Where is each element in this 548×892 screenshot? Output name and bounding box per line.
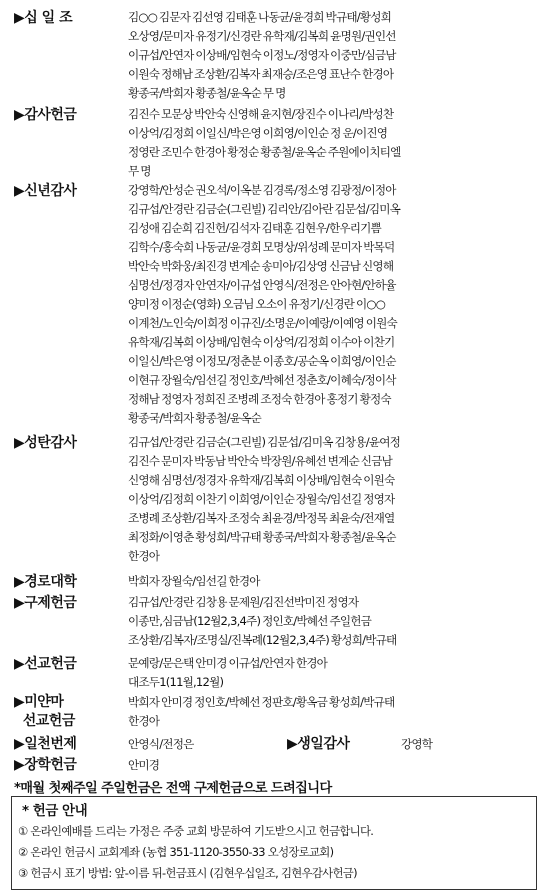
- name-list: [128, 105, 544, 181]
- name-line: 강영학/안성순 권오석/이옥분 김경록/정소영 김광정/이정아: [128, 183, 396, 197]
- name-line: 황종국/박희자 황종철/윤옥순: [128, 411, 261, 425]
- name-line: 문예랑/문은택 안미경 이규섭/안연자 한경아: [128, 656, 328, 670]
- name-line: 김규섭/안경란 김금순(그린빌) 김리안/김아란 김문섭/김미옥: [128, 202, 401, 216]
- section-label: ▶선교헌금: [14, 656, 77, 672]
- section-label: ▶경로대학: [14, 574, 77, 590]
- name-list: [128, 593, 544, 650]
- name-line: 무 명: [128, 164, 151, 178]
- name-line: 대조두1(11월,12월): [128, 675, 224, 689]
- name-line: 신영해 심명선/정경자 유학재/김복희 이상배/임현숙 이원숙: [128, 473, 395, 487]
- name-line: 안미경: [128, 758, 160, 772]
- section-label-thousand-offering: ▶일천번제: [14, 736, 77, 752]
- name-line: 이계천/노인숙/이희정 이규진/소명운/이예랑/이예영 이원숙: [128, 316, 397, 330]
- name-line: 심명선/정경자 안연자/이규섭 안영식/전정은 안아현/안하율: [128, 278, 396, 292]
- guide-line: ② 온라인 헌금시 교회계좌 (농협 351-1120-3550-33 오성장로교회): [18, 845, 334, 859]
- name-line: 정영란 조민수 한경아 황정순 황종철/윤옥순 주원에이치티엘: [128, 145, 401, 159]
- name-line: 이일신/박은영 이정모/정춘분 이종호/공순옥 이희영/이인순: [128, 354, 396, 368]
- guide-title: * 헌금 안내: [22, 803, 88, 819]
- name-line: 이규섭/안연자 이상배/임현숙 이정노/정영자 이중만/심금남: [128, 48, 396, 62]
- name-line: 이현규 장월숙/임선길 정인호/박혜선 정춘호/이혜숙/정이삭: [128, 373, 396, 387]
- name-line: 한경아: [128, 549, 160, 563]
- name-list: [128, 8, 544, 103]
- name-line: 김진수 모문상 박안숙 신영해 윤지현/장진수 이나리/박성찬: [128, 107, 394, 121]
- section-label: ▶감사헌금: [14, 107, 77, 123]
- name-line: 김학수/홍숙희 나동균/윤경희 모명상/위성례 문미자 박목덕: [128, 240, 395, 254]
- section-label: ▶구제헌금: [14, 595, 77, 611]
- name-line: 박희자 장월숙/임선길 한경아: [128, 574, 260, 588]
- section-label-birthday-thanks: ▶생일감사: [287, 736, 350, 752]
- section-scholarship: [0, 754, 548, 776]
- name-list: [128, 181, 544, 428]
- guide-line: ① 온라인예배를 드리는 가정은 주중 교회 방문하여 기도받으시고 헌금합니다.: [18, 824, 374, 838]
- guide-line: ③ 헌금시 표기 방법: 앞-이름 뒤-헌금표시 (김현우십일조, 김현우감사헌금): [18, 866, 357, 880]
- name-line: 김진수 문미자 박동남 박안숙 박장원/유혜선 변계순 신금남: [128, 454, 393, 468]
- inline-row: [0, 733, 548, 755]
- name-line: 안영식/전정은: [128, 737, 194, 751]
- section-label: ▶성탄감사: [14, 435, 77, 451]
- name-line: 이상억/김정희 이찬기 이희영/이인순 장월숙/임선길 정영자: [128, 492, 395, 506]
- name-line: 조병례 조상환/김복자 조정숙 최윤경/박정목 최윤숙/전재열: [128, 511, 395, 525]
- offering-guide-box: [11, 796, 537, 890]
- name-line: 이종만,심금남(12월2,3,4주) 정인호/박혜선 주일헌금: [128, 614, 372, 628]
- name-line: 김규섭/안경란 김창용 문제원/김진선박미진 정영자: [128, 595, 359, 609]
- name-line: 양미정 이정순(영화) 오금님 오소이 유정기/신경란 이○○: [128, 297, 386, 311]
- section-label: ▶십 일 조: [14, 10, 73, 26]
- monthly-notice: *매월 첫째주일 주일헌금은 전액 구제헌금으로 드려집니다: [14, 781, 332, 796]
- name-line: 이상억/김정희 이일신/박은영 이희영/이인순 정 운/이진영: [128, 126, 388, 140]
- name-line: 이원숙 정해남 조상환/김복자 최재승/조은영 표난수 한경아: [128, 67, 394, 81]
- name-line: 정해남 정영자 정희진 조병례 조정숙 한경아 홍정기 황정숙: [128, 392, 391, 406]
- name-line: 최정화/이영춘 황성희/박규태 황종국/박희자 황종철/윤옥순: [128, 530, 396, 544]
- name-list: [128, 654, 544, 692]
- section-label: ▶신년감사: [14, 183, 77, 199]
- name-line: 강영학: [401, 737, 433, 751]
- name-line: 오상영/문미자 유정기/신경란 유학재/김복희 윤명원/권인선: [128, 29, 396, 43]
- name-line: 김○○ 김문자 김선영 김태훈 나동균/윤경희 박규태/황성희: [128, 10, 392, 24]
- name-list: [128, 433, 544, 566]
- name-line: 김규섭/안경란 김금순(그린빌) 김문섭/김미옥 김창용/윤여정: [128, 435, 401, 449]
- name-list: [128, 693, 544, 731]
- name-line: 유학재/김복희 이상배/임현숙 이상억/김정희 이수아 이찬기: [128, 335, 395, 349]
- name-line: 조상환/김복자/조명실/진복례(12월2,3,4주) 황성희/박규태: [128, 633, 397, 647]
- name-line: 황종국/박희자 황종철/윤옥순 무 명: [128, 86, 286, 100]
- name-line: 박희자 안미경 정인호/박혜선 정판호/황옥금 황성희/박규태: [128, 695, 395, 709]
- name-list: [128, 572, 544, 591]
- section-label: ▶장학헌금: [14, 757, 77, 773]
- name-line: 김성애 김순희 김진헌/김석자 김태훈 김현우/한우리기쁨: [128, 221, 381, 235]
- name-line: 한경아: [128, 714, 160, 728]
- name-line: 박안숙 박화웅/최진경 변계순 송미아/김상영 신금남 신영해: [128, 259, 394, 273]
- section-label: ▶미얀마 선교헌금: [14, 694, 75, 729]
